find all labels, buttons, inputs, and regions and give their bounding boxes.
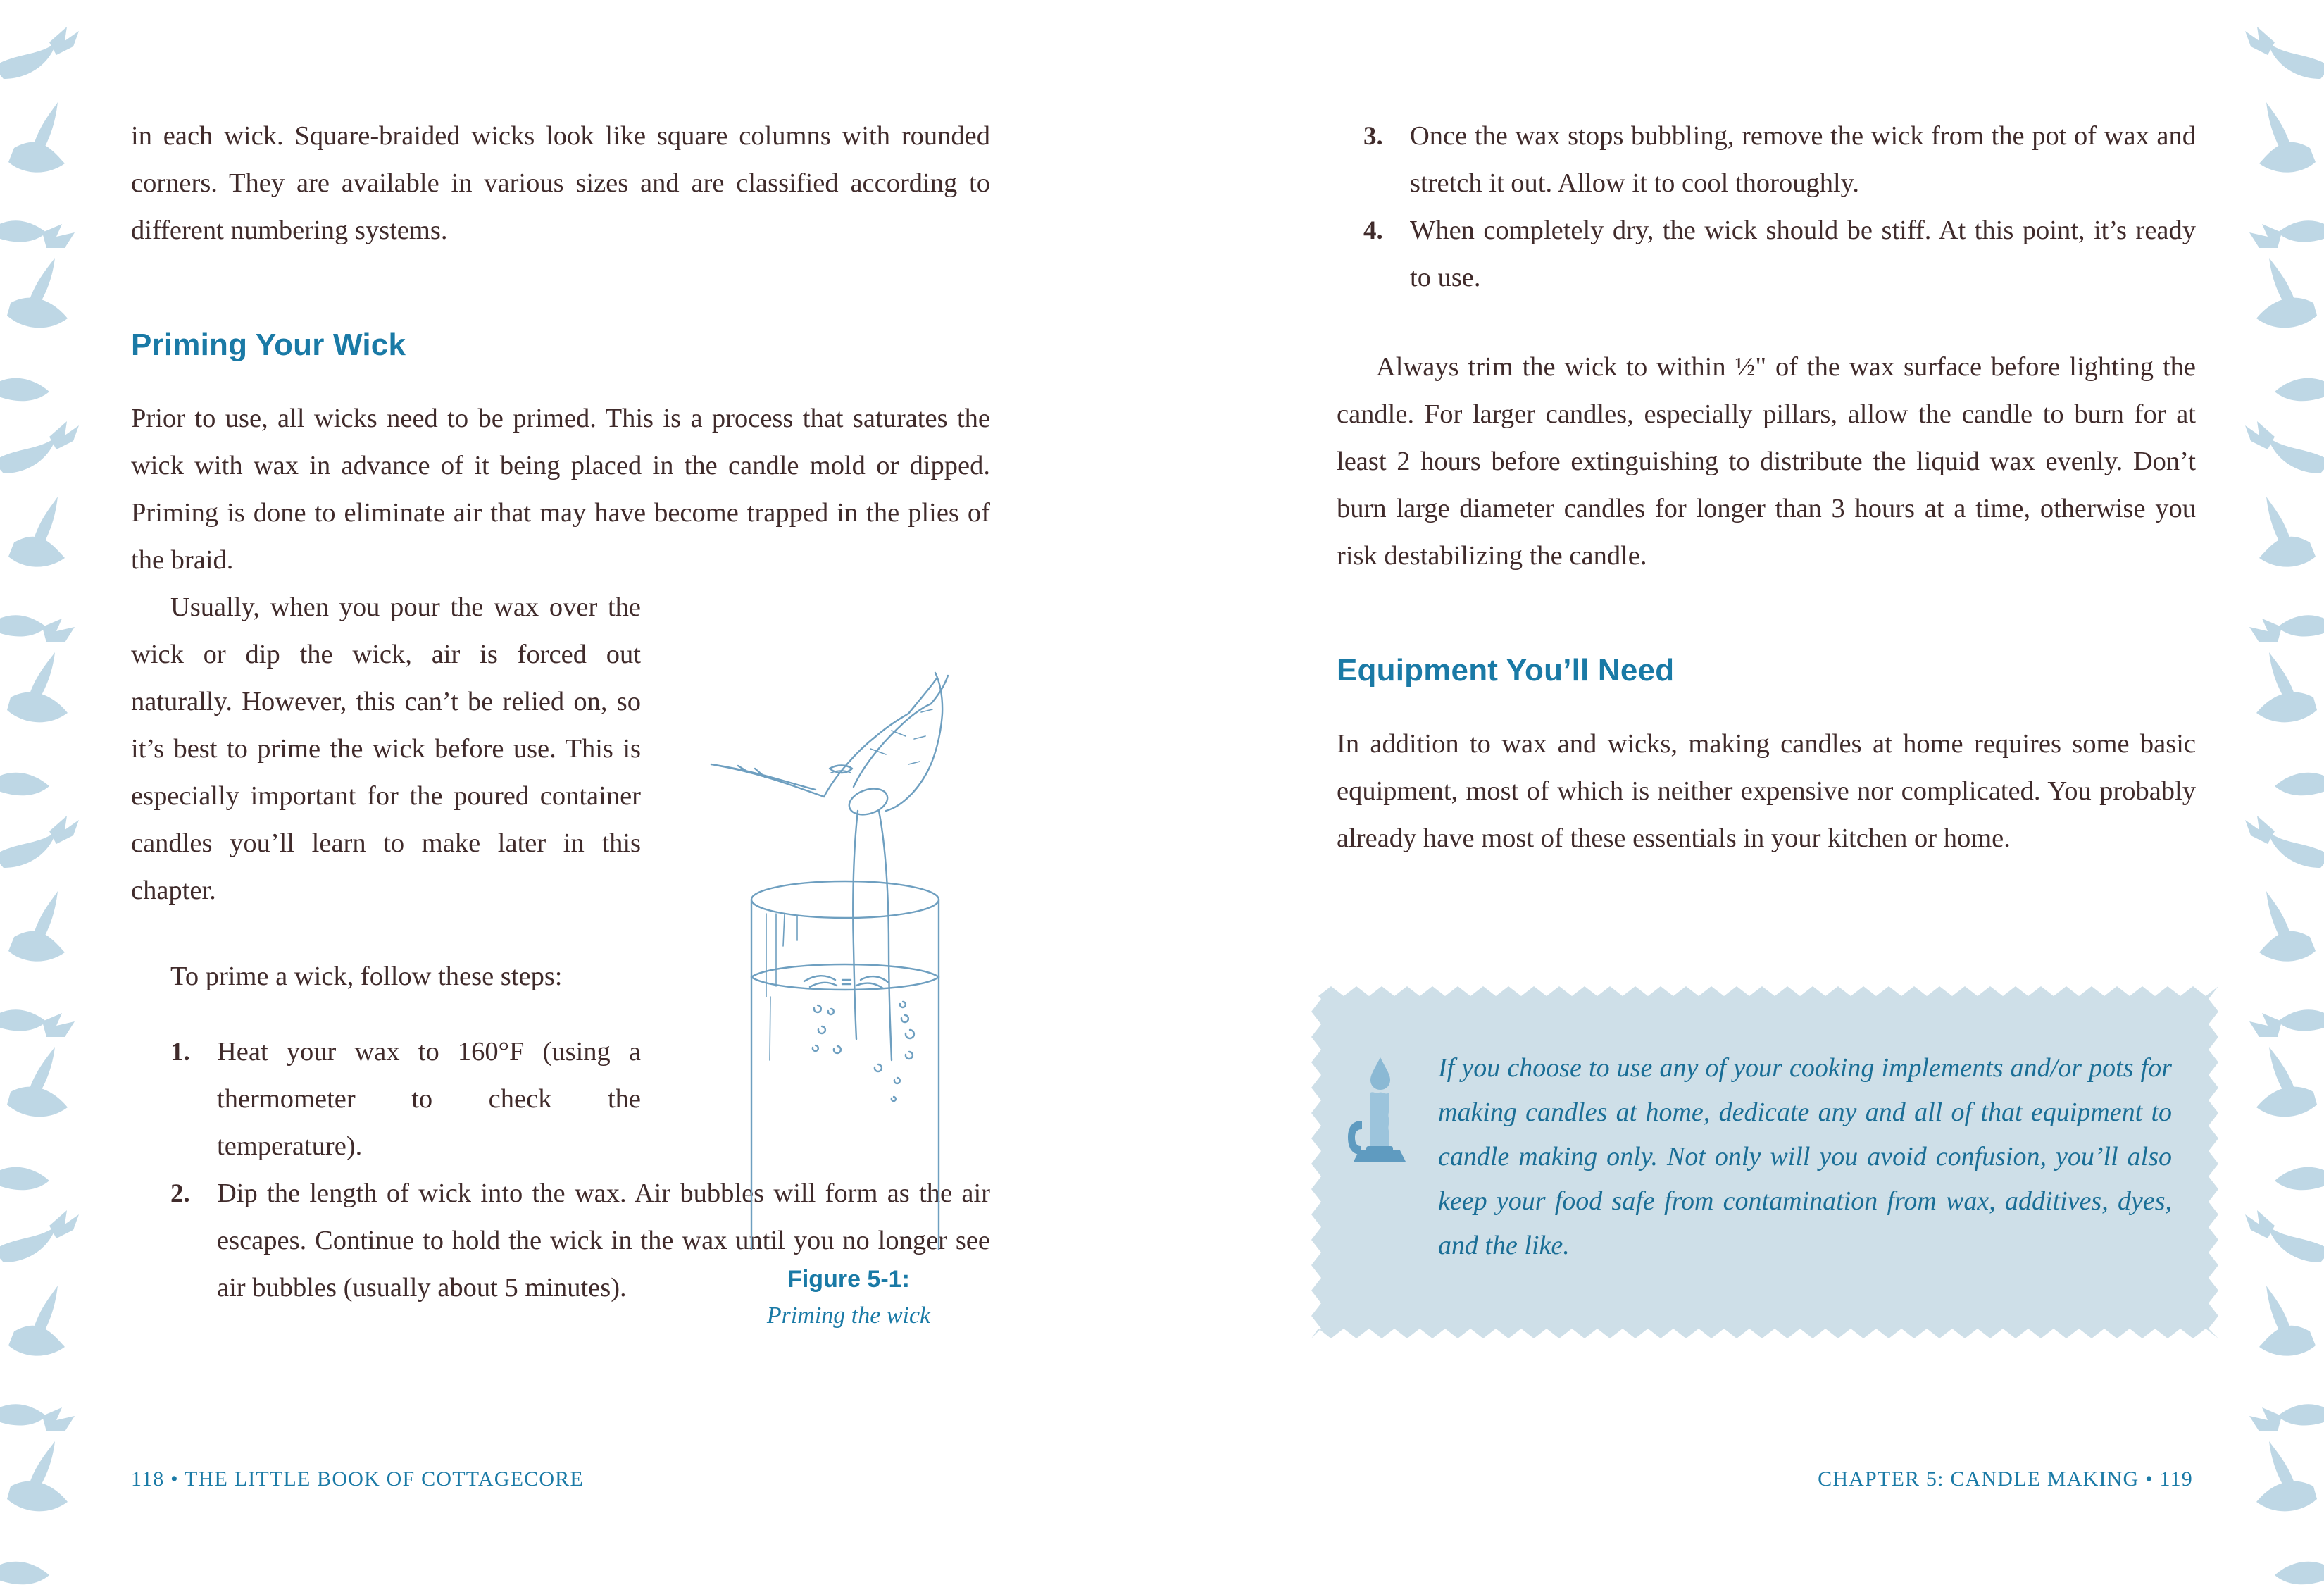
right-border-ornament [2201, 0, 2324, 1585]
paragraph-steps-lead-in: To prime a wick, follow these steps: [170, 962, 563, 991]
continued-paragraph: in each wick. Square-braided wicks look like square columns with rounded corners. They are available in various sizes and are classified according to different numbering systems. [131, 121, 990, 245]
list-item [1337, 113, 2196, 207]
priming-steps-list-right [1337, 113, 2196, 302]
list-item-number: 2. [170, 1179, 190, 1208]
list-item-number: 4. [1363, 216, 1383, 245]
right-page-column [1337, 113, 2196, 862]
list-item-text: When completely dry, the wick should be stiff. At this point, it’s ready to use. [1410, 216, 2196, 292]
paragraph-equipment-intro: In addition to wax and wicks, making candles at home requires some basic equipment, most of which is neither expensive nor complicated. You probably already have most of these essentials in your kitchen or home. [1337, 729, 2196, 853]
list-item-text: Dip the length of wick into the wax. Air bubbles will form as the air escapes. Continue to hold the wick in the wax until you no longer see air bubbles (usually about 5 minutes). [217, 1179, 990, 1303]
paragraph-priming-intro: Prior to use, all wicks need to be primed. This is a process that saturates the wick with wax in advance of it being placed in the candle mold or dipped. Priming is done to eliminate air that may have become trapped in the plies of the braid. [131, 404, 990, 575]
figure-priming-the-wick [697, 666, 993, 1250]
paragraph-trim-the-wick: Always trim the wick to within ½" of the wax surface before lighting the candle. For larger candles, especially pillars, allow the candle to burn for at least 2 hours before extinguishing to distribute the liquid wax evenly. Don’t burn large diameter candles for longer than 3 hours at a time, otherwise you risk destabilizing the candle. [1337, 352, 2196, 571]
list-item-text: Heat your wax to 160°F (using a thermometer to check the temperature). [217, 1037, 641, 1161]
paragraph-spacer [1337, 302, 2196, 344]
list-item [1337, 207, 2196, 302]
section-heading-equipment-youll-need: Equipment You’ll Need [1337, 653, 1675, 688]
list-item-number: 1. [170, 1038, 190, 1067]
tip-callout-box [1311, 986, 2218, 1338]
list-item-text: Once the wax stops bubbling, remove the wick from the pot of wax and stretch it out. Allow it to cool thoroughly. [1410, 121, 2196, 198]
heading-spacer [131, 254, 990, 328]
list-item-number: 3. [1363, 122, 1383, 151]
left-border-ornament [0, 0, 123, 1585]
figure-caption [725, 1261, 972, 1334]
section-heading-priming-your-wick: Priming Your Wick [131, 328, 406, 362]
callout-text: If you choose to use any of your cooking implements and/or pots for making candles at home, dedicate any and all of that equipment to candle making only. Not only will you avoid confusion, you’ll also keep your food safe from contamination from wax, additives, dyes, and the like. [1438, 1053, 2172, 1260]
footer-left-page: 118 • THE LITTLE BOOK OF COTTAGECORE [131, 1467, 584, 1491]
paragraph-usually-pour-wax: Usually, when you pour the wax over the wick or dip the wick, air is forced out naturally. However, this can’t be relied on, so it’s best to prime the wick before use. This is especially important for the poured container candles you’ll learn to make later in this chapter. [131, 592, 641, 905]
figure-title: Priming the wick [766, 1303, 931, 1329]
candle-in-holder-icon [1347, 1052, 1414, 1164]
figure-label: Figure 5-1: [787, 1266, 910, 1293]
heading-spacer [1337, 580, 2196, 653]
footer-right-page: CHAPTER 5: CANDLE MAKING • 119 [1818, 1467, 2193, 1491]
